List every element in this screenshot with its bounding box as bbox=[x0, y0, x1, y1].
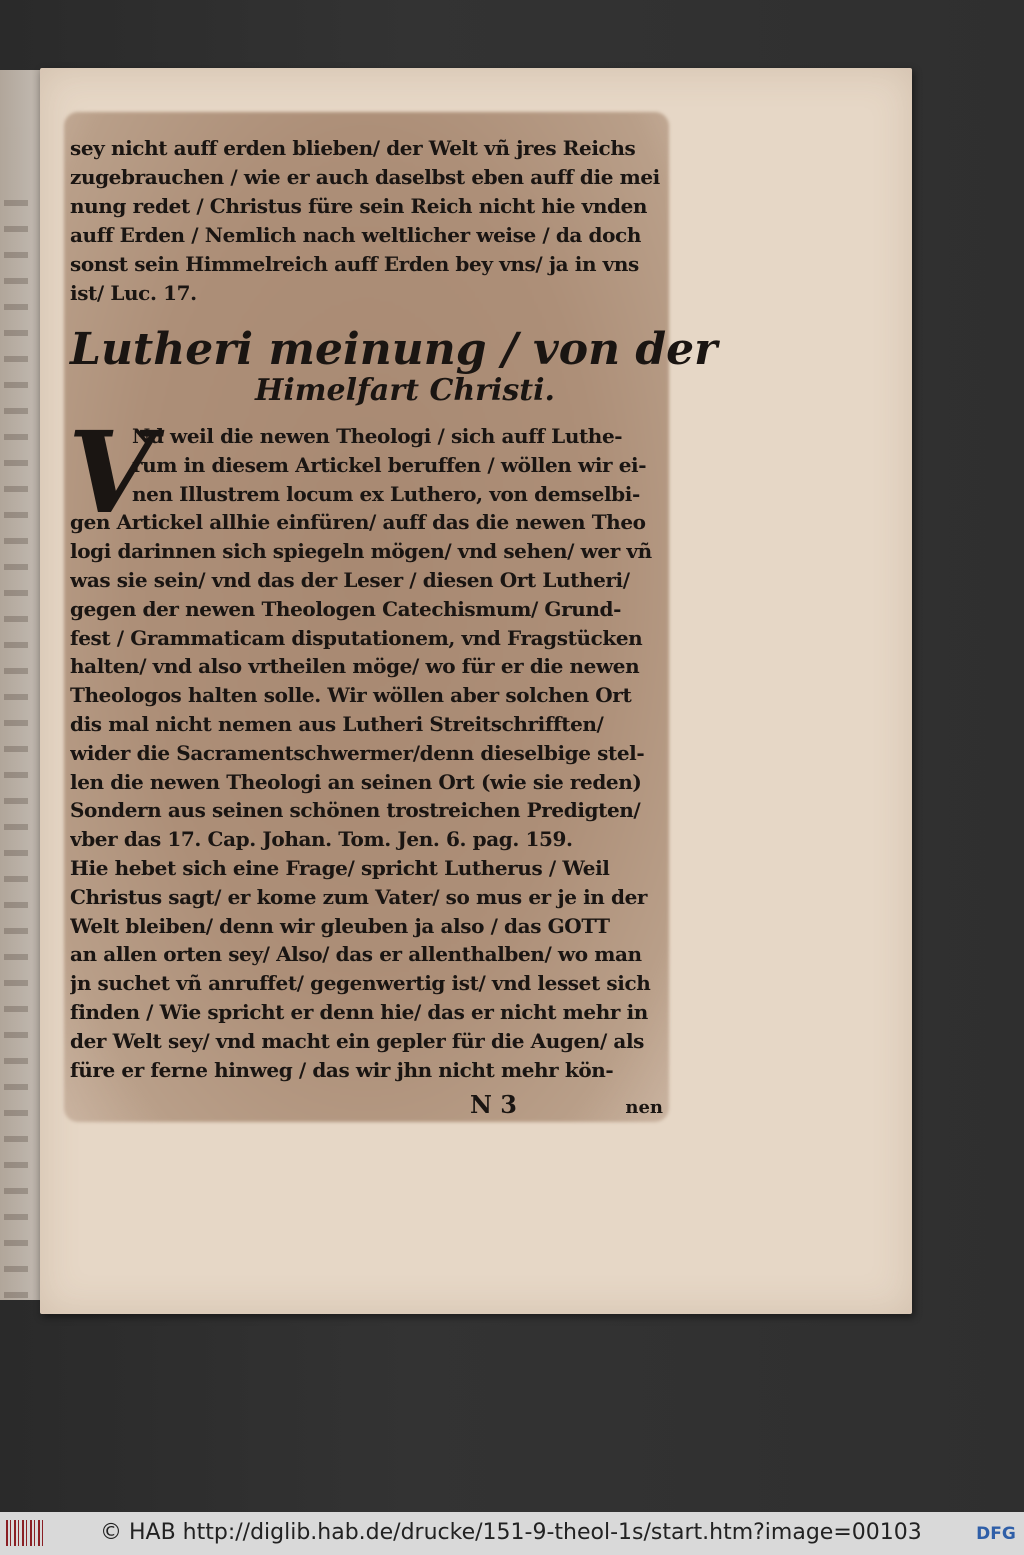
text-line: nen Illustrem locum ex Luthero, von demselbi- bbox=[132, 481, 640, 506]
text-line: an allen orten sey/ Also/ das er allenthalben/ wo man bbox=[70, 942, 642, 967]
text-line: zugebrauchen / wie er auch daselbst eben auff die mei bbox=[70, 165, 660, 189]
text-line: auff Erden / Nemlich nach weltlicher weise / da doch bbox=[70, 223, 641, 247]
text-line: dis mal nicht nemen aus Lutheri Streitschrifften/ bbox=[70, 711, 604, 736]
text-line: der Welt sey/ vnd macht ein gepler für die Augen/ als bbox=[70, 1028, 645, 1053]
body-paragraph bbox=[68, 408, 670, 1084]
text-line: Sondern aus seinen schönen trostreichen Predigten/ bbox=[70, 798, 641, 823]
text-line: was sie sein/ vnd das der Leser / diesen Ort Lutheri/ bbox=[70, 567, 630, 592]
text-line: wider die Sacramentschwermer/denn dieselbige stel- bbox=[70, 740, 645, 765]
copyright-link[interactable]: © HAB http://diglib.hab.de/drucke/151-9-theol-1s/start.htm?image=00103 bbox=[100, 1520, 922, 1545]
signature-line bbox=[470, 1090, 670, 1119]
text-line: len die newen Theologi an seinen Ort (wie sie reden) bbox=[70, 769, 642, 794]
section-heading: Lutheri meinung / von der bbox=[70, 324, 718, 375]
text-line: ist/ Luc. 17. bbox=[70, 281, 197, 305]
text-line: gegen der newen Theologen Catechismum/ Grund- bbox=[70, 596, 622, 621]
page-text bbox=[68, 134, 718, 1084]
text-line: Theologos halten solle. Wir wöllen aber solchen Ort bbox=[70, 683, 632, 708]
bleed-through-text bbox=[4, 200, 28, 1300]
text-line: sey nicht auff erden blieben/ der Welt vñ jres Reichs bbox=[70, 136, 636, 160]
text-line: Welt bleiben/ denn wir gleuben ja also / das GOTT bbox=[70, 913, 610, 938]
barcode-icon bbox=[6, 1520, 46, 1546]
text-line: füre er ferne hinweg / das wir jhn nicht mehr kön- bbox=[70, 1057, 614, 1082]
text-line: Christus sagt/ er kome zum Vater/ so mus er je in der bbox=[70, 884, 648, 909]
text-line: finden / Wie spricht er denn hie/ das er nicht mehr in bbox=[70, 999, 648, 1024]
intro-paragraph bbox=[70, 134, 670, 308]
signature-mark: N 3 bbox=[470, 1090, 517, 1119]
text-line: Nd weil die newen Theologi / sich auff Luthe- bbox=[132, 424, 623, 448]
text-line: Hie hebet sich eine Frage/ spricht Lutherus / Weil bbox=[70, 855, 610, 880]
section-subheading: Himelfart Christi. bbox=[255, 373, 555, 408]
text-line: gen Artickel allhie einfüren/ auff das die newen Theo bbox=[70, 510, 646, 535]
catchword: nen bbox=[625, 1097, 663, 1118]
text-line: sonst sein Himmelreich auff Erden bey vns/ ja in vns bbox=[70, 252, 639, 276]
text-line: logi darinnen sich spiegeln mögen/ vnd sehen/ wer vñ bbox=[70, 539, 652, 564]
text-line: fest / Grammaticam disputationem, vnd Fragstücken bbox=[70, 625, 643, 650]
footer-bar bbox=[0, 1512, 1024, 1555]
drop-capital: V bbox=[68, 408, 155, 539]
text-line: nung redet / Christus füre sein Reich nicht hie vnden bbox=[70, 194, 648, 218]
dfg-logo-icon: DFG bbox=[976, 1524, 1016, 1544]
text-line: jn suchet vñ anruffet/ gegenwertig ist/ vnd lesset sich bbox=[70, 971, 651, 996]
text-line: rum in diesem Artickel beruffen / wöllen wir ei- bbox=[132, 452, 647, 477]
text-line: vber das 17. Cap. Johan. Tom. Jen. 6. pag. 159. bbox=[70, 827, 573, 852]
text-line: halten/ vnd also vrtheilen möge/ wo für er die newen bbox=[70, 654, 640, 679]
